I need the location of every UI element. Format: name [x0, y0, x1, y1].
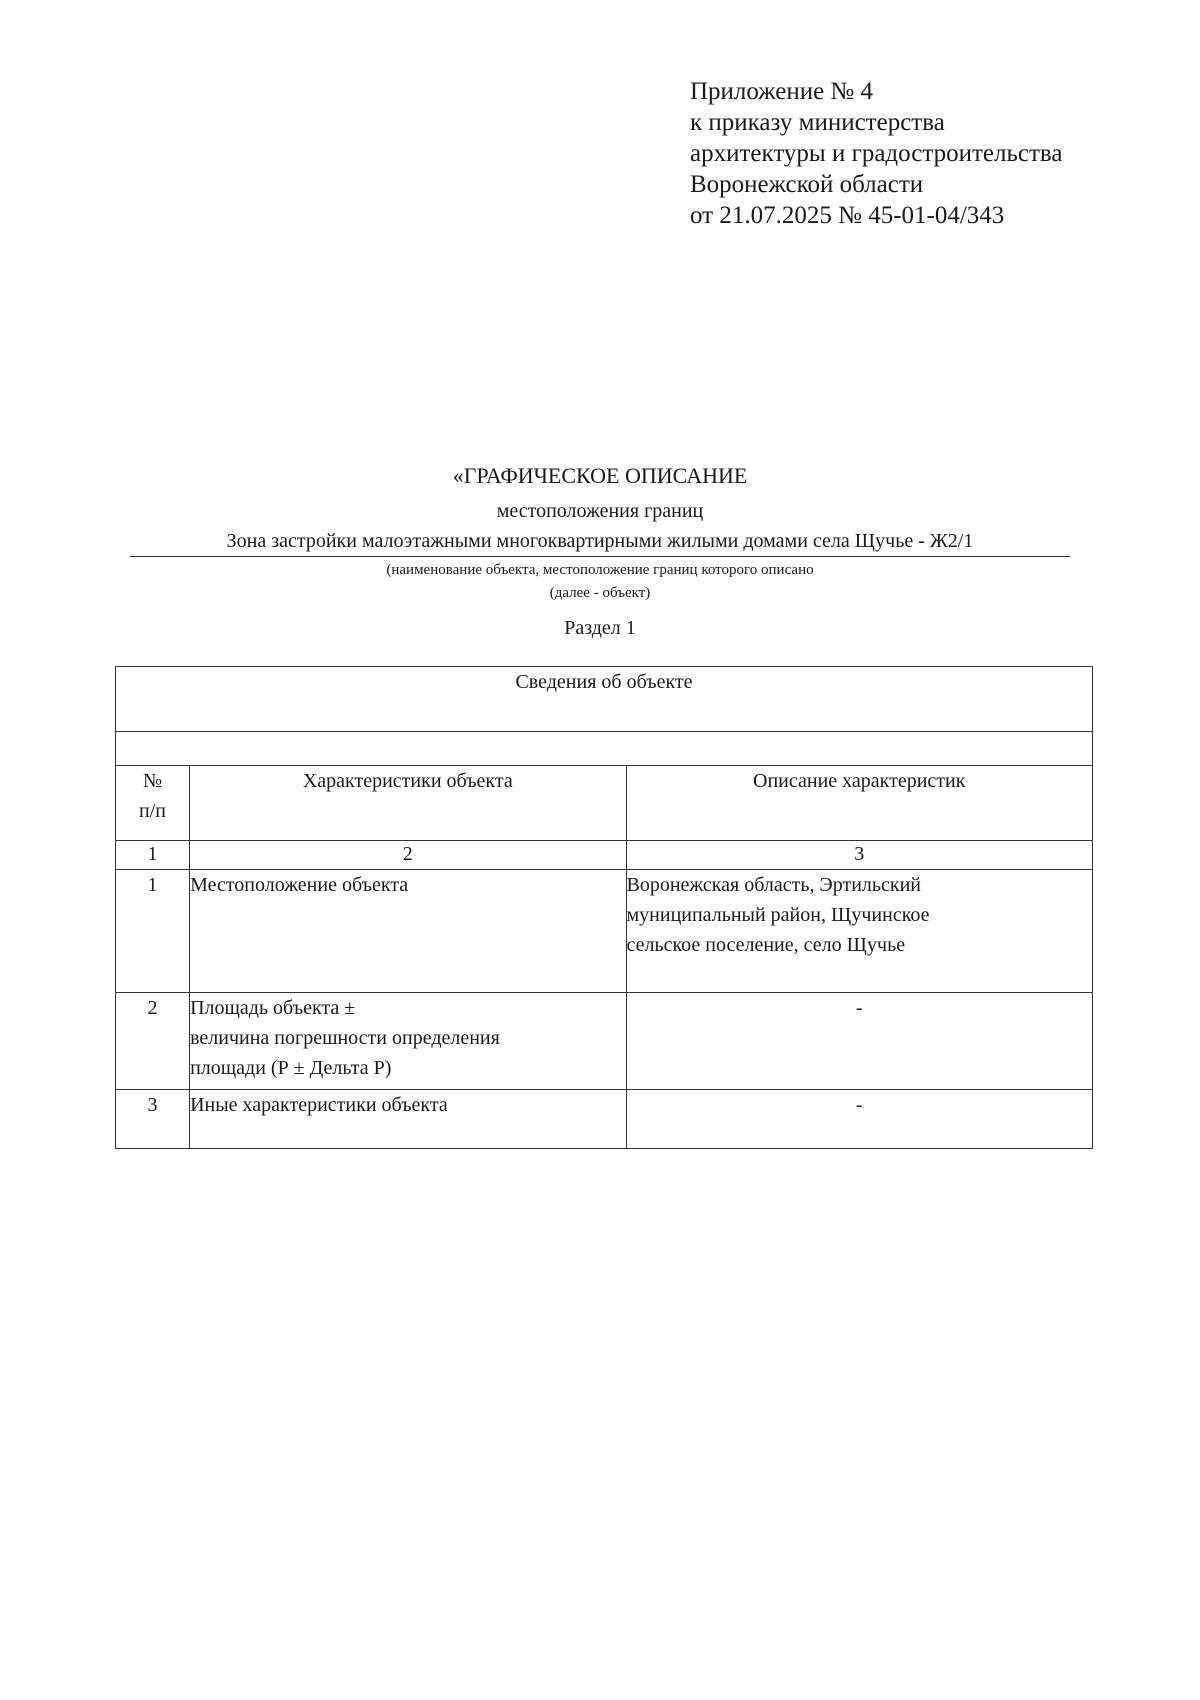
column-number: 2 — [190, 841, 626, 870]
table-row — [116, 1090, 1093, 1149]
cell-line: муниципальный район, Щучинское — [626, 904, 930, 926]
row-number: 1 — [116, 870, 190, 993]
section-label: Раздел 1 — [564, 617, 636, 639]
cell-line: Площадь объекта ± — [190, 997, 356, 1019]
cell-line: сельское поселение, село Щучье — [626, 934, 906, 956]
object-name: Зона застройки малоэтажными многоквартирными жилыми домами села Щучье - Ж2/1 — [130, 528, 1070, 557]
table-caption: Сведения об объекте — [116, 667, 1093, 732]
header-number — [116, 766, 190, 841]
appendix-header — [690, 76, 1062, 231]
cell-line: Местоположение объекта — [190, 874, 409, 896]
cell-line: Воронежская область, Эртильский — [626, 874, 922, 896]
appendix-line: архитектуры и градостроительства — [690, 140, 1063, 167]
document-title: «ГРАФИЧЕСКОЕ ОПИСАНИЕ — [452, 463, 748, 488]
row-description — [626, 870, 1093, 993]
cell-line: величина погрешности определения — [190, 1027, 500, 1049]
appendix-line: Воронежской области — [690, 171, 924, 198]
object-name-caption — [115, 559, 1085, 605]
column-number: 1 — [116, 841, 190, 870]
table-caption-row — [116, 667, 1093, 732]
cell-line: площади (Р ± Дельта Р) — [190, 1057, 392, 1079]
row-description: - — [626, 993, 1093, 1090]
column-number: 3 — [626, 841, 1093, 870]
table-column-numbers-row — [116, 841, 1093, 870]
row-description: - — [626, 1090, 1093, 1149]
appendix-line: Приложение № 4 — [690, 78, 874, 105]
appendix-line: к приказу министерства — [690, 109, 945, 136]
table-blank-cell — [116, 732, 1093, 766]
row-characteristic — [190, 870, 626, 993]
table-row — [116, 993, 1093, 1090]
cell-line: Иные характеристики объекта — [190, 1094, 448, 1116]
header-characteristic: Характеристики объекта — [190, 766, 626, 841]
row-number: 3 — [116, 1090, 190, 1149]
document-title-block — [115, 462, 1085, 641]
object-info-table — [115, 666, 1093, 1149]
row-characteristic — [190, 1090, 626, 1149]
header-number-line: № — [142, 770, 163, 792]
row-characteristic — [190, 993, 626, 1090]
caption-line: (наименование объекта, местоположение границ которого описано — [386, 562, 814, 578]
document-subtitle: местоположения границ — [496, 500, 704, 522]
row-number: 2 — [116, 993, 190, 1090]
header-description: Описание характеристик — [626, 766, 1093, 841]
header-number-line: п/п — [139, 800, 167, 822]
table-row — [116, 870, 1093, 993]
table-blank-row — [116, 732, 1093, 766]
caption-line: (далее - объект) — [549, 585, 651, 601]
table-header-row — [116, 766, 1093, 841]
appendix-line: от 21.07.2025 № 45-01-04/343 — [690, 202, 1005, 229]
